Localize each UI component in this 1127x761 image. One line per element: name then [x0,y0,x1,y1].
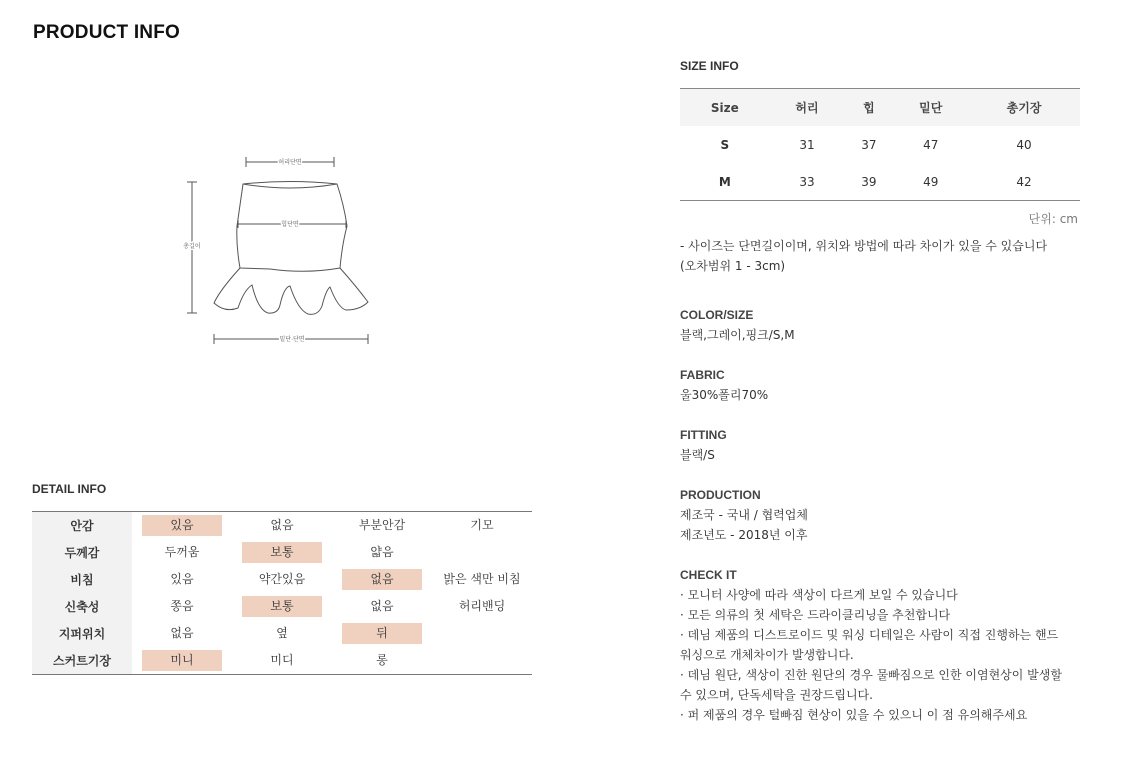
detail-option-cell [132,512,232,540]
size-cell: S [720,137,730,152]
skirt-outline-drawing [180,150,380,350]
size-cell: M [718,174,731,189]
size-note-line: - 사이즈는 단면길이이며, 위치와 방법에 따라 차이가 있을 수 있습니다 [680,239,1048,253]
check-it-line: · 퍼 제품의 경우 털빠짐 현상이 있을 수 있으니 이 점 유의해주세요 [680,708,1028,722]
production-block [680,485,1100,545]
detail-info-title: DETAIL INFO [32,482,107,496]
hem-cell: 47 [923,137,939,152]
detail-option: 미디 [270,653,294,667]
length-cell: 40 [1016,137,1032,152]
detail-option-cell [132,566,232,593]
length-cell: 42 [1016,174,1032,189]
detail-option: 있음 [170,572,194,586]
waist-cell: 33 [799,174,815,189]
detail-option-cell [132,620,232,647]
waist-label: 허리단면 [278,159,302,166]
detail-option-cell [432,539,532,566]
detail-option-selected: 없음 [342,569,422,590]
detail-option [442,622,522,643]
detail-row-label: 두께감 [32,539,132,566]
hem-label: 밑단 단면 [279,336,305,343]
detail-row-label: 신축성 [32,593,132,620]
table-row [32,620,532,647]
skirt-measurement-diagram [180,150,380,350]
check-it-line: 수 있으며, 단독세탁을 권장드립니다. [680,688,873,702]
detail-option-cell [232,566,332,593]
detail-option: 롱 [376,653,388,667]
detail-option-cell [232,539,332,566]
table-row [32,512,532,540]
hip-cell: 39 [861,174,877,189]
table-row [32,593,532,620]
detail-info-table [32,511,532,675]
detail-option-cell [432,647,532,675]
detail-option-cell [332,620,432,647]
detail-option-cell [232,620,332,647]
hem-cell: 49 [923,174,939,189]
color-size-title: COLOR/SIZE [680,308,754,322]
detail-row-label: 비침 [32,566,132,593]
fitting-value: 블랙/S [680,448,715,462]
detail-option-cell [332,539,432,566]
check-it-line: · 모든 의류의 첫 세탁은 드라이클리닝을 추천합니다 [680,608,951,622]
detail-option [442,541,522,562]
detail-option-cell [132,593,232,620]
size-info-table [680,88,1080,201]
detail-option: 얇음 [370,545,394,559]
detail-option: 없음 [270,518,294,532]
detail-option-selected: 미니 [142,650,222,671]
color-size-block [680,305,1100,345]
detail-option: 약간있음 [258,572,306,586]
detail-option-selected: 있음 [142,515,222,536]
production-line: 제조국 - 국내 / 협력업체 [680,508,808,522]
fabric-block [680,365,1100,405]
hip-col-header: 힙 [844,89,893,127]
fabric-value: 울30%폴리70% [680,388,769,402]
detail-option-selected: 보통 [242,596,322,617]
production-line: 제조년도 - 2018년 이후 [680,528,808,542]
table-row [32,539,532,566]
detail-option-cell [132,539,232,566]
detail-option: 쫑음 [170,599,194,613]
detail-option-cell [332,512,432,540]
detail-option-selected: 보통 [242,542,322,563]
detail-option-cell [332,647,432,675]
table-row [680,126,1080,163]
detail-row-label: 스커트기장 [32,647,132,675]
check-it-line: · 데님 원단, 색상이 진한 원단의 경우 물빠짐으로 인한 이염현상이 발생할 [680,668,1062,682]
length-col-header: 총기장 [968,89,1080,127]
check-it-line: · 데님 제품의 디스트로이드 및 워싱 디테일은 사람이 직접 진행하는 핸드 [680,628,1059,642]
waist-cell: 31 [799,137,815,152]
unit-note: 단위: cm [1028,212,1078,226]
detail-option: 부분안감 [358,518,406,532]
check-it-block [680,565,1100,725]
detail-row-label: 지퍼위치 [32,620,132,647]
detail-option: 없음 [370,599,394,613]
detail-option-cell [432,620,532,647]
size-col-header: Size [680,89,770,127]
detail-option: 옆 [276,626,288,640]
detail-option: 밝은 색만 비침 [443,572,521,586]
check-it-line: · 모니터 사양에 따라 색상이 다르게 보일 수 있습니다 [680,588,958,602]
page-title: PRODUCT INFO [33,22,181,43]
table-row [32,647,532,675]
fabric-title: FABRIC [680,368,725,382]
detail-option [442,649,522,670]
size-info-title: SIZE INFO [680,59,739,73]
hem-col-header: 밑단 [893,89,968,127]
waist-col-header: 허리 [770,89,845,127]
detail-option: 두꺼움 [164,545,200,559]
detail-option-cell [432,593,532,620]
fitting-block [680,425,1100,465]
detail-option-cell [332,593,432,620]
detail-option-cell [232,647,332,675]
detail-option-cell [432,512,532,540]
table-row [680,163,1080,201]
size-table-header-row [680,89,1080,127]
detail-option-cell [232,593,332,620]
detail-option-cell [332,566,432,593]
table-row [32,566,532,593]
color-size-value: 블랙,그레이,핑크/S,M [680,328,795,342]
check-it-line: 워싱으로 개체차이가 발생합니다. [680,648,854,662]
detail-row-label: 안감 [32,512,132,540]
fitting-title: FITTING [680,428,727,442]
detail-option-cell [432,566,532,593]
hip-label: 힙단면 [281,221,299,228]
production-title: PRODUCTION [680,488,761,502]
check-it-title: CHECK IT [680,568,737,582]
detail-option: 허리밴딩 [458,599,506,613]
size-note [680,236,1100,276]
size-note-line: (오차범위 1 - 3cm) [680,259,786,273]
detail-option-cell [132,647,232,675]
detail-option-cell [232,512,332,540]
detail-option-selected: 뒤 [342,623,422,644]
detail-option: 기모 [470,518,494,532]
length-label: 총길이 [183,243,201,250]
detail-option: 없음 [170,626,194,640]
hip-cell: 37 [861,137,877,152]
